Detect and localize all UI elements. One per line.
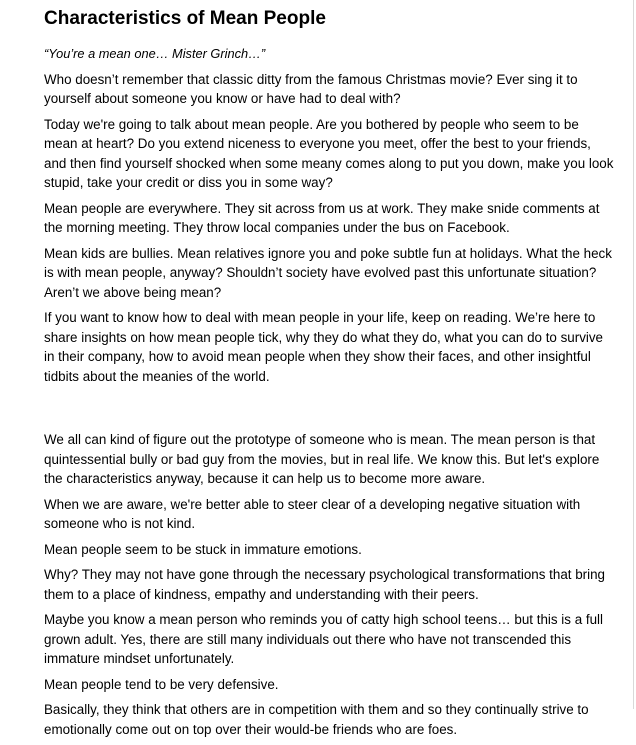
body-paragraph-1: We all can kind of figure out the prototype of someone who is mean. The mean person is that quintessential bully or bad guy from the movies, but in real life. We know this. But let's explore the characteristics anyway, because it can help us to become more aware. (44, 432, 600, 486)
body-paragraph-4: Why? They may not have gone through the necessary psychological transformations that bring them to a place of kindness, empathy and understanding with their peers. (44, 567, 605, 602)
intro-paragraph-3: Mean people are everywhere. They sit across from us at work. They make snide comments at the morning meeting. They throw local companies under the bus on Facebook. (44, 200, 600, 235)
intro-paragraph-5: If you want to know how to deal with mean people in your life, keep on reading. We’re here to share insights on how mean people tick, why they do what they do, what you can do to survive in their company, how to avoid mean people when they show their faces, and other insightful tidbits about the meanies of the world. (44, 310, 604, 384)
intro-paragraph-1: Who doesn’t remember that classic ditty from the famous Christmas movie? Ever sing it to yourself about someone you know or have had to deal with? (44, 71, 578, 106)
body-paragraph-3: Mean people seem to be stuck in immature emotions. (44, 541, 362, 557)
intro-paragraph-4: Mean kids are bullies. Mean relatives ignore you and poke subtle fun at holidays. What the heck is with mean people, anyway? Shouldn’t society have evolved past this unfortunate situation? Aren’t we above being mean? (44, 245, 612, 300)
document-content (44, 6, 614, 745)
page-edge-divider (633, 0, 634, 709)
body-paragraph-2: When we are aware, we're better able to steer clear of a developing negative situation with someone who is not kind. (44, 496, 581, 531)
document-title: Characteristics of Mean People (44, 8, 326, 29)
body-paragraph-6: Mean people tend to be very defensive. (44, 676, 279, 692)
intro-paragraph-2: Today we're going to talk about mean people. Are you bothered by people who seem to be mean at heart? Do you extend niceness to everyone you meet, offer the best to your friends, and then find yourself shocked when some meany comes along to put you down, make you look stupid, take your credit or diss you in some way? (44, 116, 614, 190)
body-paragraph-5: Maybe you know a mean person who reminds you of catty high school teens… but this is a full grown adult. Yes, there are still many individuals out there who have not transcended this immature mindset unfortunately. (44, 612, 603, 666)
section-spacer (44, 392, 614, 430)
opening-quote: “You’re a mean one… Mister Grinch…” (44, 46, 266, 61)
body-paragraph-7: Basically, they think that others are in competition with them and so they continually strive to emotionally come out on top over their would-be friends who are foes. (44, 702, 589, 737)
